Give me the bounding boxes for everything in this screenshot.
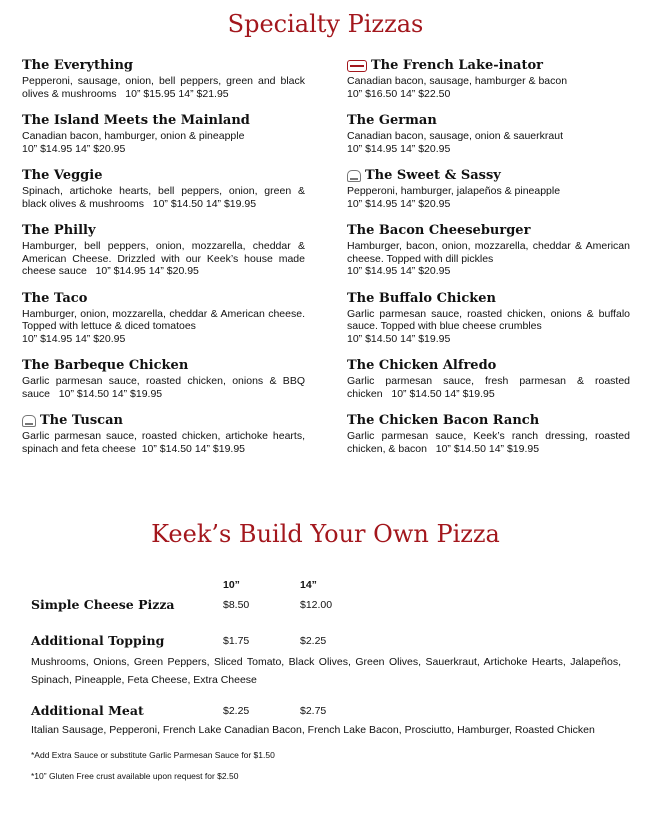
menu-item-desc: Garlic parmesan sauce, roasted chicken, onions & BBQ sauce 10” $14.50 14” $19.95: [22, 375, 305, 400]
extra-sauce-note: *Add Extra Sauce or substitute Garlic Parmesan Sauce for $1.50: [31, 750, 275, 760]
menu-item-price: 10” $14.95 14” $20.95: [22, 332, 126, 345]
menu-item-name: The Chicken Alfredo: [347, 358, 497, 373]
menu-item: [22, 223, 305, 278]
additional-topping-price-14: $2.25: [300, 635, 327, 647]
additional-topping-name: Additional Topping: [31, 633, 165, 648]
additional-meat-price-14: $2.75: [300, 705, 327, 717]
menu-item-name: The Barbeque Chicken: [22, 358, 189, 373]
menu-item-price: 10” $14.50 14” $19.95: [58, 387, 163, 400]
menu-item-desc: Canadian bacon, hamburger, onion & pineapple 10” $14.95 14” $20.95: [22, 130, 245, 155]
menu-item-desc: Garlic parmesan sauce, Keek’s ranch dressing, roasted chicken, & bacon 10” $14.50 14” $19.95: [347, 430, 630, 455]
build-your-own-section: [31, 575, 626, 782]
menu-item-name: The French Lake-inator: [347, 58, 630, 73]
additional-topping-row: [31, 633, 626, 649]
menu-item-desc: Hamburger, bell peppers, onion, mozzarella, cheddar & American Cheese. Drizzled with our Keek’s house made cheese sauce 10” $14.95 14” $20.95: [22, 240, 305, 277]
simple-cheese-price-14: $12.00: [300, 599, 333, 611]
menu-item-name: The Taco: [22, 290, 88, 306]
additional-meat-price-10: $2.25: [223, 705, 250, 717]
menu-item-name: The Veggie: [22, 168, 103, 183]
menu-item-price: 10” $14.95 14” $20.95: [95, 265, 199, 277]
build-your-own-title: Keek’s Build Your Own Pizza: [151, 520, 500, 548]
menu-item-desc: Canadian bacon, sausage, hamburger & bacon 10” $16.50 14” $22.50: [347, 75, 568, 100]
menu-item-name: The Buffalo Chicken: [347, 290, 496, 306]
menu-item-name: The Everything: [22, 58, 133, 73]
menu-item: [22, 358, 305, 400]
additional-meat-name: Additional Meat: [31, 703, 144, 718]
size-10-header: 10”: [223, 579, 240, 591]
menu-item: [22, 291, 305, 346]
specialty-left-column: [22, 58, 305, 468]
menu-item-price: 10” $14.95 14” $20.95: [347, 265, 451, 277]
menu-item: [347, 358, 630, 400]
menu-item-desc: Pepperoni, hamburger, jalapeños & pineapple 10” $14.95 14” $20.95: [347, 185, 561, 210]
menu-item-name: The Sweet & Sassy: [347, 168, 630, 183]
menu-item-price: 10” $14.95 14” $20.95: [347, 197, 451, 210]
specialty-pizzas-title: Specialty Pizzas: [227, 10, 424, 38]
meat-list: Italian Sausage, Pepperoni, French Lake Canadian Bacon, French Lake Bacon, Prosciutto, Hamburger, Roasted Chicken: [31, 724, 595, 736]
size-14-header: 14”: [300, 579, 317, 591]
menu-item: [22, 58, 305, 100]
menu-item: [22, 413, 305, 455]
menu-item-price: 10” $14.50 14” $19.95: [391, 387, 495, 400]
specialty-right-column: [347, 58, 630, 468]
menu-item-name: The Philly: [22, 223, 96, 238]
menu-item-name: The Tuscan: [22, 413, 305, 428]
menu-item: [347, 413, 630, 455]
menu-item-price: 10” $14.50 14” $19.95: [152, 197, 257, 210]
menu-item-name: The Chicken Bacon Ranch: [347, 413, 540, 428]
menu-item: [22, 113, 305, 155]
size-header-row: [31, 575, 626, 591]
menu-item-desc: Canadian bacon, sausage, onion & sauerkraut 10” $14.95 14” $20.95: [347, 130, 563, 155]
menu-item-name: The Island Meets the Mainland: [22, 113, 250, 128]
menu-item: [347, 113, 630, 155]
simple-cheese-price-10: $8.50: [223, 599, 250, 611]
menu-item-price: 10” $14.50 14” $19.95: [141, 442, 246, 455]
menu-item: [22, 168, 305, 210]
menu-item-desc: Garlic parmesan sauce, roasted chicken, artichoke hearts, spinach and feta cheese 10” $14.50 14” $19.95: [22, 430, 305, 455]
menu-item-price: 10” $14.50 14” $19.95: [347, 332, 451, 345]
topping-list: Mushrooms, Onions, Green Peppers, Sliced Tomato, Black Olives, Green Olives, Sauerkraut, Artichoke Hearts, Jalapeños, Spinach, Pineapple, Feta Cheese, Extra Cheese: [31, 656, 621, 686]
menu-item-desc: Garlic parmesan sauce, roasted chicken, onions & buffalo sauce. Topped with blue cheese crumbles 10” $14.50 14” $19.95: [347, 307, 630, 345]
menu-item-price: 10” $14.50 14” $19.95: [435, 442, 540, 455]
menu-item-name: The German: [347, 113, 437, 128]
menu-item-desc: Garlic parmesan sauce, fresh parmesan & roasted chicken 10” $14.50 14” $19.95: [347, 375, 630, 400]
chef-hat-icon: [347, 170, 361, 182]
gluten-free-note: *10” Gluten Free crust available upon request for $2.50: [31, 771, 239, 781]
french-lake-logo-icon: [347, 60, 367, 72]
simple-cheese-name: Simple Cheese Pizza: [31, 597, 175, 612]
menu-item: [347, 291, 630, 346]
additional-meat-row: [31, 703, 626, 719]
menu-item-desc: Pepperoni, sausage, onion, bell peppers, green and black olives & mushrooms 10” $15.95 14” $21.95: [22, 75, 305, 100]
menu-item-desc: Spinach, artichoke hearts, bell peppers, onion, green & black olives & mushrooms 10” $14.50 14” $19.95: [22, 185, 305, 210]
simple-cheese-row: [31, 597, 626, 613]
menu-item-desc: Hamburger, onion, mozzarella, cheddar & American cheese. Topped with lettuce & diced tomatoes 10” $14.95 14” $20.95: [22, 307, 305, 345]
menu-item: [347, 58, 630, 100]
menu-item-desc: Hamburger, bacon, onion, mozzarella, cheddar & American cheese. Topped with dill pickles 10” $14.95 14” $20.95: [347, 240, 630, 277]
menu-item-price: 10” $14.95 14” $20.95: [347, 142, 451, 155]
menu-item-name: The Bacon Cheeseburger: [347, 223, 531, 238]
menu-item-price: 10” $14.95 14” $20.95: [22, 142, 126, 155]
additional-topping-price-10: $1.75: [223, 635, 250, 647]
menu-item: [347, 168, 630, 210]
menu-item-price: 10” $15.95 14” $21.95: [125, 87, 229, 100]
menu-item-price: 10” $16.50 14” $22.50: [347, 87, 451, 100]
chef-hat-icon: [22, 415, 36, 427]
menu-item: [347, 223, 630, 278]
